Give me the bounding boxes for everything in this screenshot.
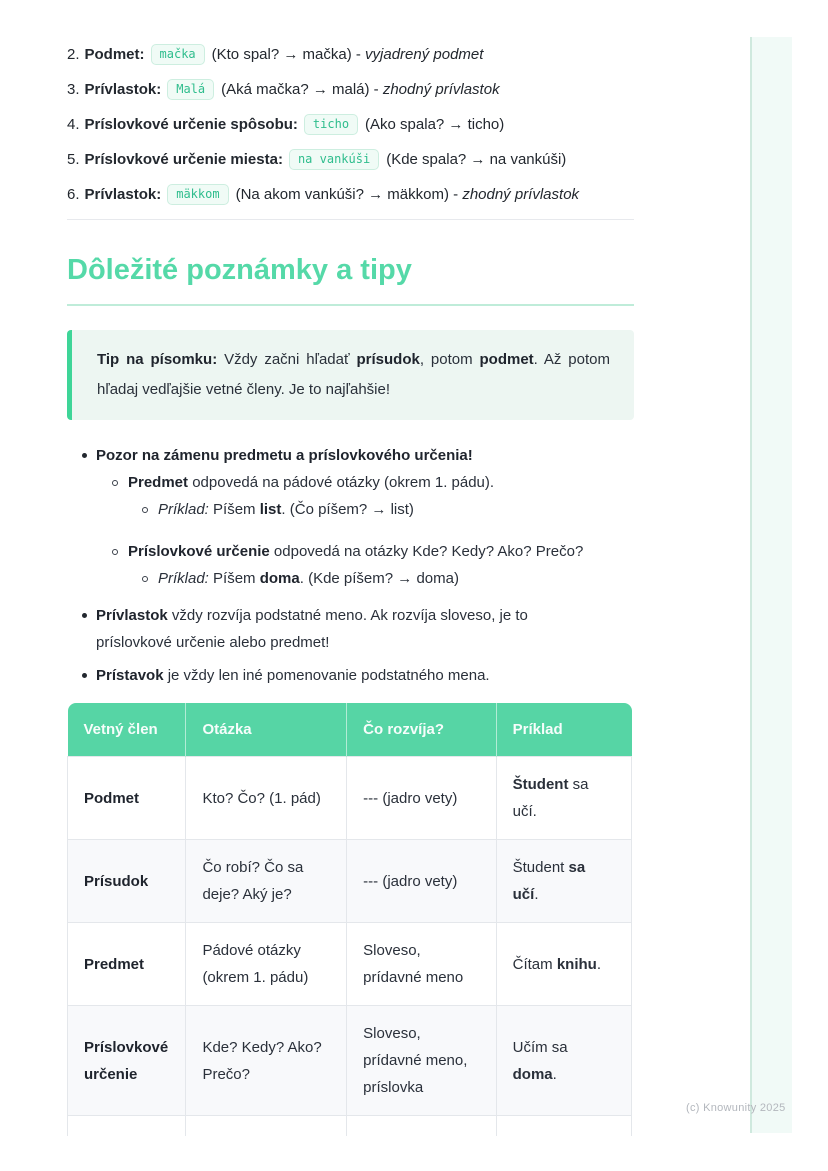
bullet-item xyxy=(67,662,634,689)
question-text: (Kto spal? → mačka) - xyxy=(211,46,366,63)
question-cell: Čo robí? Čo sa deje? Aký je? xyxy=(186,840,347,923)
tip-callout-box xyxy=(67,330,634,420)
numbered-list-item xyxy=(67,114,634,135)
notes-bullet-list xyxy=(67,442,634,689)
tip-text: Vždy začni hľadať xyxy=(217,351,357,368)
document-content xyxy=(67,0,634,1136)
term-cell: Prísudok xyxy=(68,840,186,923)
term-cell: Predmet xyxy=(68,923,186,1006)
list-number: 2. xyxy=(67,46,80,63)
term-label: Podmet: xyxy=(84,46,145,63)
modifies-cell: --- (jadro vety) xyxy=(347,757,496,840)
example-text: sa učí. xyxy=(512,776,589,820)
bullet-text xyxy=(96,662,490,689)
empty-cell xyxy=(496,1116,631,1137)
term-cell: Podmet xyxy=(68,757,186,840)
bullet-rest: odpovedá na pádové otázky (okrem 1. pádu). xyxy=(188,474,495,491)
example-text: . xyxy=(534,886,539,903)
tip-bold-term: podmet xyxy=(479,351,534,368)
example-bold: Študent xyxy=(512,776,569,793)
example-cell xyxy=(496,923,631,1006)
numbered-list-item xyxy=(67,79,634,100)
bullet-text xyxy=(128,538,583,565)
bullet-icon xyxy=(82,673,87,678)
circle-bullet-icon xyxy=(112,480,118,486)
example-text: Píšem xyxy=(208,501,260,518)
example-text: . xyxy=(552,1065,557,1083)
note-italic: vyjadrený podmet xyxy=(365,46,484,63)
table-row xyxy=(68,757,632,840)
note-italic: zhodný prívlastok xyxy=(382,81,500,98)
code-chip: mäkkom xyxy=(167,184,228,205)
bullet-subitem xyxy=(67,538,634,565)
example-label: Príklad: xyxy=(158,570,209,587)
bullet-example xyxy=(67,496,634,523)
table-header xyxy=(68,703,632,757)
bullet-icon xyxy=(82,613,87,618)
list-number: 6. xyxy=(67,186,80,203)
example-bold: doma xyxy=(259,570,300,587)
code-chip: na vankúši xyxy=(289,149,379,170)
numbered-list-item xyxy=(67,44,634,65)
bullet-rest: odpovedá na otázky Kde? Kedy? Ako? Prečo? xyxy=(269,543,584,560)
example-bold: knihu xyxy=(556,955,597,973)
bullet-item xyxy=(67,442,634,469)
example-text: . (Kde píšem? → doma) xyxy=(299,570,459,587)
table-row xyxy=(68,923,632,1006)
bullet-icon xyxy=(82,453,87,458)
list-number: 4. xyxy=(67,116,80,133)
tip-label: Tip na písomku: xyxy=(97,351,218,368)
bullet-rest: je vždy len iné pomenovanie podstatného mena. xyxy=(163,667,490,684)
question-text: (Aká mačka? → malá) - xyxy=(221,81,383,98)
bullet-bold: Predmet xyxy=(128,474,189,491)
code-chip: ticho xyxy=(304,114,358,135)
circle-bullet-icon xyxy=(112,549,118,555)
list-number: 3. xyxy=(67,81,80,98)
bullet-text xyxy=(158,496,414,523)
bullet-bold: Pozor na zámenu predmetu a príslovkového určenia! xyxy=(96,447,473,464)
example-cell xyxy=(496,1006,631,1116)
term-label: Prívlastok: xyxy=(84,186,162,203)
numbered-list-item xyxy=(67,184,634,205)
term-label: Prívlastok: xyxy=(84,81,162,98)
tip-bold-term: prísudok xyxy=(356,351,420,368)
section-divider xyxy=(67,219,634,220)
question-text: (Kde spala? → na vankúši) xyxy=(386,151,567,168)
bullet-bold: Prívlastok xyxy=(96,607,168,624)
question-cell: Kde? Kedy? Ako? Prečo? xyxy=(186,1006,347,1116)
circle-bullet-icon xyxy=(142,507,148,513)
question-cell: Kto? Čo? (1. pád) xyxy=(186,757,347,840)
copyright-watermark: (c) Knowunity 2025 xyxy=(686,1102,786,1114)
bullet-text xyxy=(158,565,459,592)
modifies-cell: --- (jadro vety) xyxy=(347,840,496,923)
sentence-parts-table xyxy=(67,703,632,1136)
column-header: Vetný člen xyxy=(68,703,186,757)
example-text: Píšem xyxy=(208,570,260,587)
column-header: Príklad xyxy=(496,703,631,757)
bullet-subitem xyxy=(67,469,634,496)
bullet-text xyxy=(128,469,494,496)
example-text: Učím sa xyxy=(512,1038,568,1056)
code-chip: Malá xyxy=(167,79,214,100)
question-cell: Pádové otázky (okrem 1. pádu) xyxy=(186,923,347,1006)
modifies-cell: Sloveso, prídavné meno xyxy=(347,923,496,1006)
bullet-bold: Príslovkové určenie xyxy=(128,543,270,560)
modifies-cell: Sloveso, prídavné meno, príslovka xyxy=(347,1006,496,1116)
note-italic: zhodný prívlastok xyxy=(462,186,580,203)
table-header-row xyxy=(68,703,632,757)
example-bold: list xyxy=(259,501,282,518)
question-text: (Ako spala? → ticho) xyxy=(365,116,505,133)
bullet-bold: Prístavok xyxy=(96,667,164,684)
code-chip: mačka xyxy=(151,44,205,65)
numbered-list-item xyxy=(67,149,634,170)
example-bold: sa učí xyxy=(512,859,586,903)
tip-text: , potom xyxy=(419,351,480,368)
example-text: Čítam xyxy=(512,955,557,973)
empty-cell xyxy=(347,1116,496,1137)
example-label: Príklad: xyxy=(158,501,209,518)
column-header: Čo rozvíja? xyxy=(347,703,496,757)
example-text: . xyxy=(596,955,601,973)
column-header: Otázka xyxy=(186,703,347,757)
example-text: Študent xyxy=(512,859,569,876)
example-cell xyxy=(496,840,631,923)
example-bold: doma xyxy=(512,1065,553,1083)
bullet-item xyxy=(67,602,634,656)
bullet-rest: vždy rozvíja podstatné meno. Ak rozvíja sloveso, je to príslovkové určenie alebo predmet! xyxy=(96,607,528,651)
tip-text: . Až potom hľadaj vedľajšie vetné členy. Je to najľahšie! xyxy=(97,351,610,398)
page-title: Dôležité poznámky a tipy xyxy=(67,250,634,306)
bullet-text xyxy=(96,602,556,656)
table-row-partial xyxy=(68,1116,632,1137)
empty-cell xyxy=(186,1116,347,1137)
table-row xyxy=(68,840,632,923)
term-cell: Príslovkové určenie xyxy=(68,1006,186,1116)
example-text: . (Čo píšem? → list) xyxy=(281,501,414,518)
bullet-text xyxy=(96,442,473,469)
term-label: Príslovkové určenie miesta: xyxy=(84,151,283,168)
bullet-example xyxy=(67,565,634,592)
table-row xyxy=(68,1006,632,1116)
question-text: (Na akom vankúši? → mäkkom) - xyxy=(235,186,463,203)
empty-cell xyxy=(68,1116,186,1137)
circle-bullet-icon xyxy=(142,576,148,582)
example-cell xyxy=(496,757,631,840)
right-edge-accent-bar xyxy=(750,37,792,1133)
term-label: Príslovkové určenie spôsobu: xyxy=(84,116,298,133)
list-number: 5. xyxy=(67,151,80,168)
